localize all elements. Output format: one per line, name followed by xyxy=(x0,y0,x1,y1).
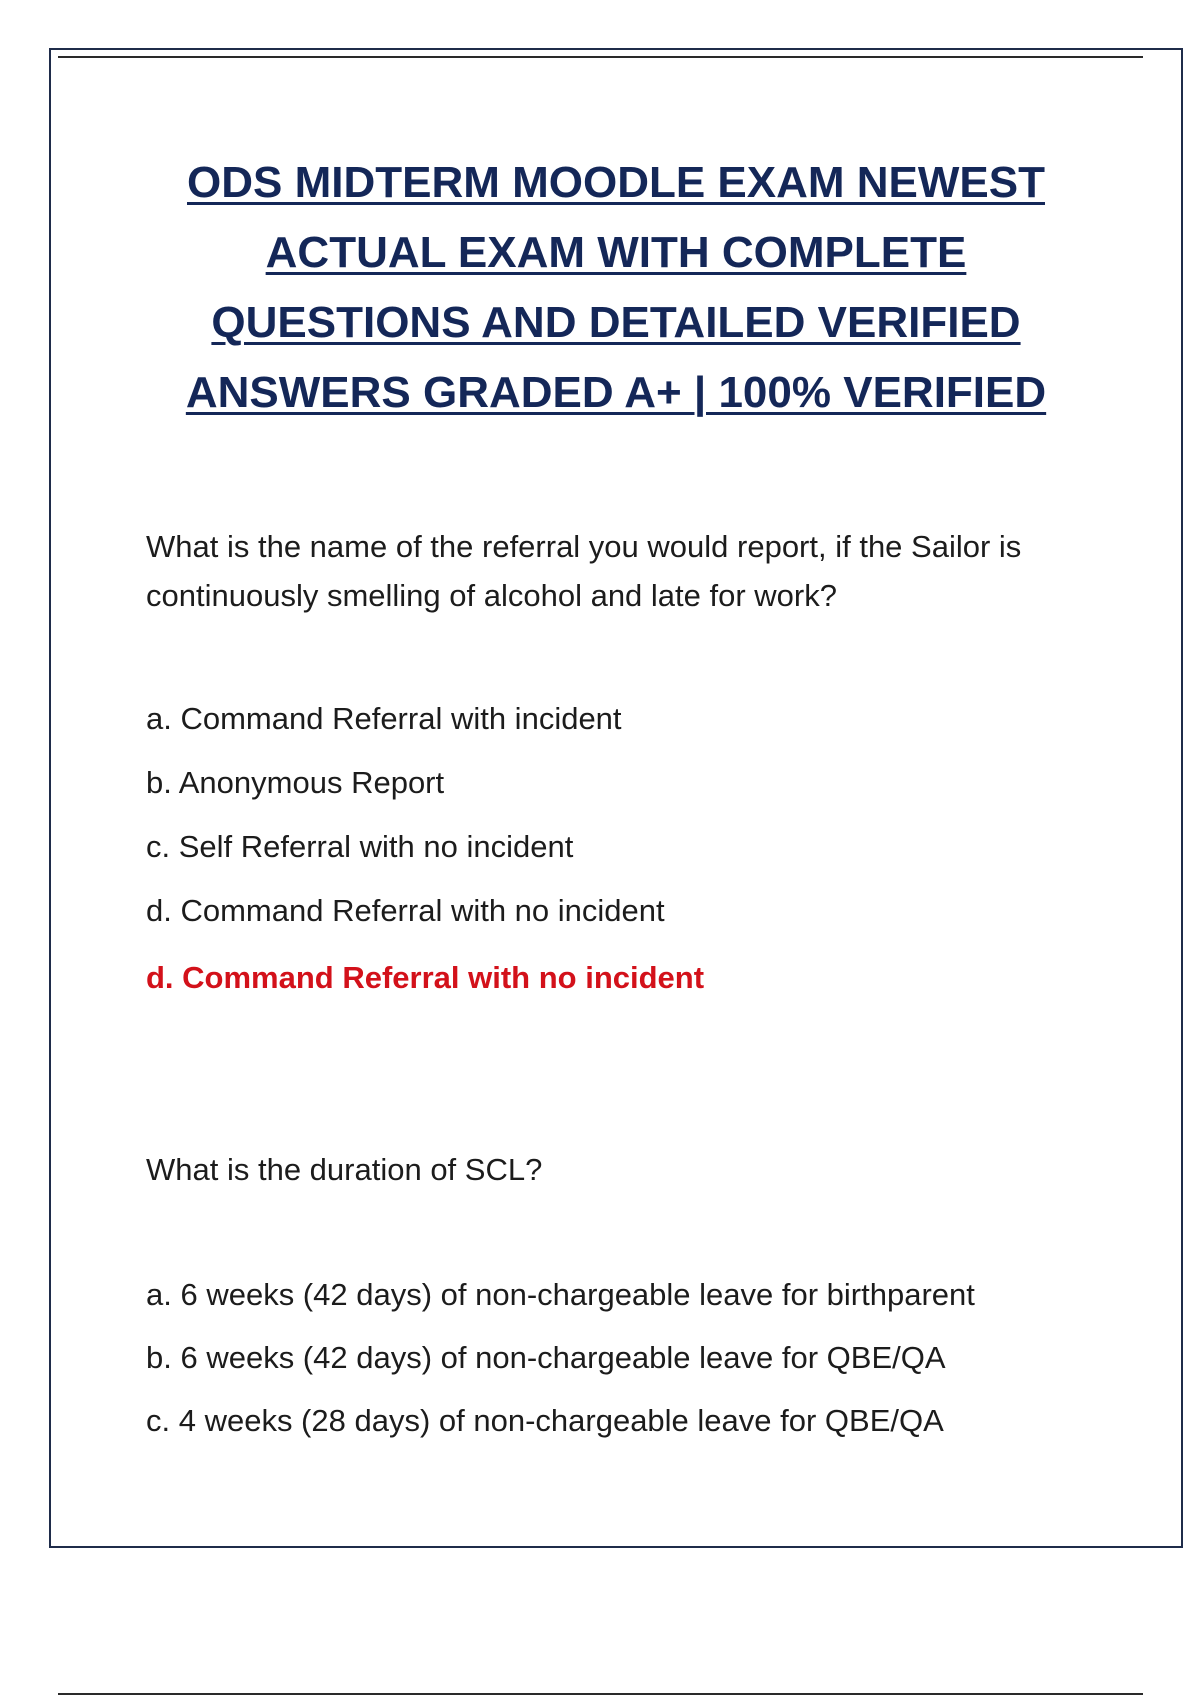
title-line-3-text: QUESTIONS AND DETAILED VERIFIED xyxy=(211,298,1021,347)
question-1-option-d: d. Command Referral with no incident xyxy=(146,893,665,928)
question-2-option-b: b. 6 weeks (42 days) of non-chargeable leave for QBE/QA xyxy=(146,1340,946,1375)
question-1-option-c: c. Self Referral with no incident xyxy=(146,829,574,864)
top-rule xyxy=(58,56,1143,58)
title-line-1 xyxy=(140,148,1092,218)
document-title xyxy=(140,148,1092,428)
title-line-4 xyxy=(140,358,1092,428)
question-1-options xyxy=(146,699,1146,955)
question-2-options xyxy=(146,1275,1146,1464)
question-2-text: What is the duration of SCL? xyxy=(146,1152,543,1187)
title-line-2 xyxy=(140,218,1092,288)
question-2-option-a: a. 6 weeks (42 days) of non-chargeable leave for birthparent xyxy=(146,1277,975,1312)
title-line-3 xyxy=(140,288,1092,358)
title-line-4-text: ANSWERS GRADED A+ | 100% VERIFIED xyxy=(185,368,1047,417)
title-line-1-text: ODS MIDTERM MOODLE EXAM NEWEST xyxy=(187,158,1045,207)
bottom-rule xyxy=(58,1693,1143,1695)
question-2-option-c: c. 4 weeks (28 days) of non-chargeable leave for QBE/QA xyxy=(146,1403,944,1438)
question-1-text: What is the name of the referral you would report, if the Sailor is continuously smelling of alcohol and late for work? xyxy=(146,529,1022,613)
question-1-answer: d. Command Referral with no incident xyxy=(146,960,705,995)
question-1-option-b: b. Anonymous Report xyxy=(146,765,445,800)
title-line-2-text: ACTUAL EXAM WITH COMPLETE xyxy=(265,228,967,277)
question-1-option-a: a. Command Referral with incident xyxy=(146,701,622,736)
